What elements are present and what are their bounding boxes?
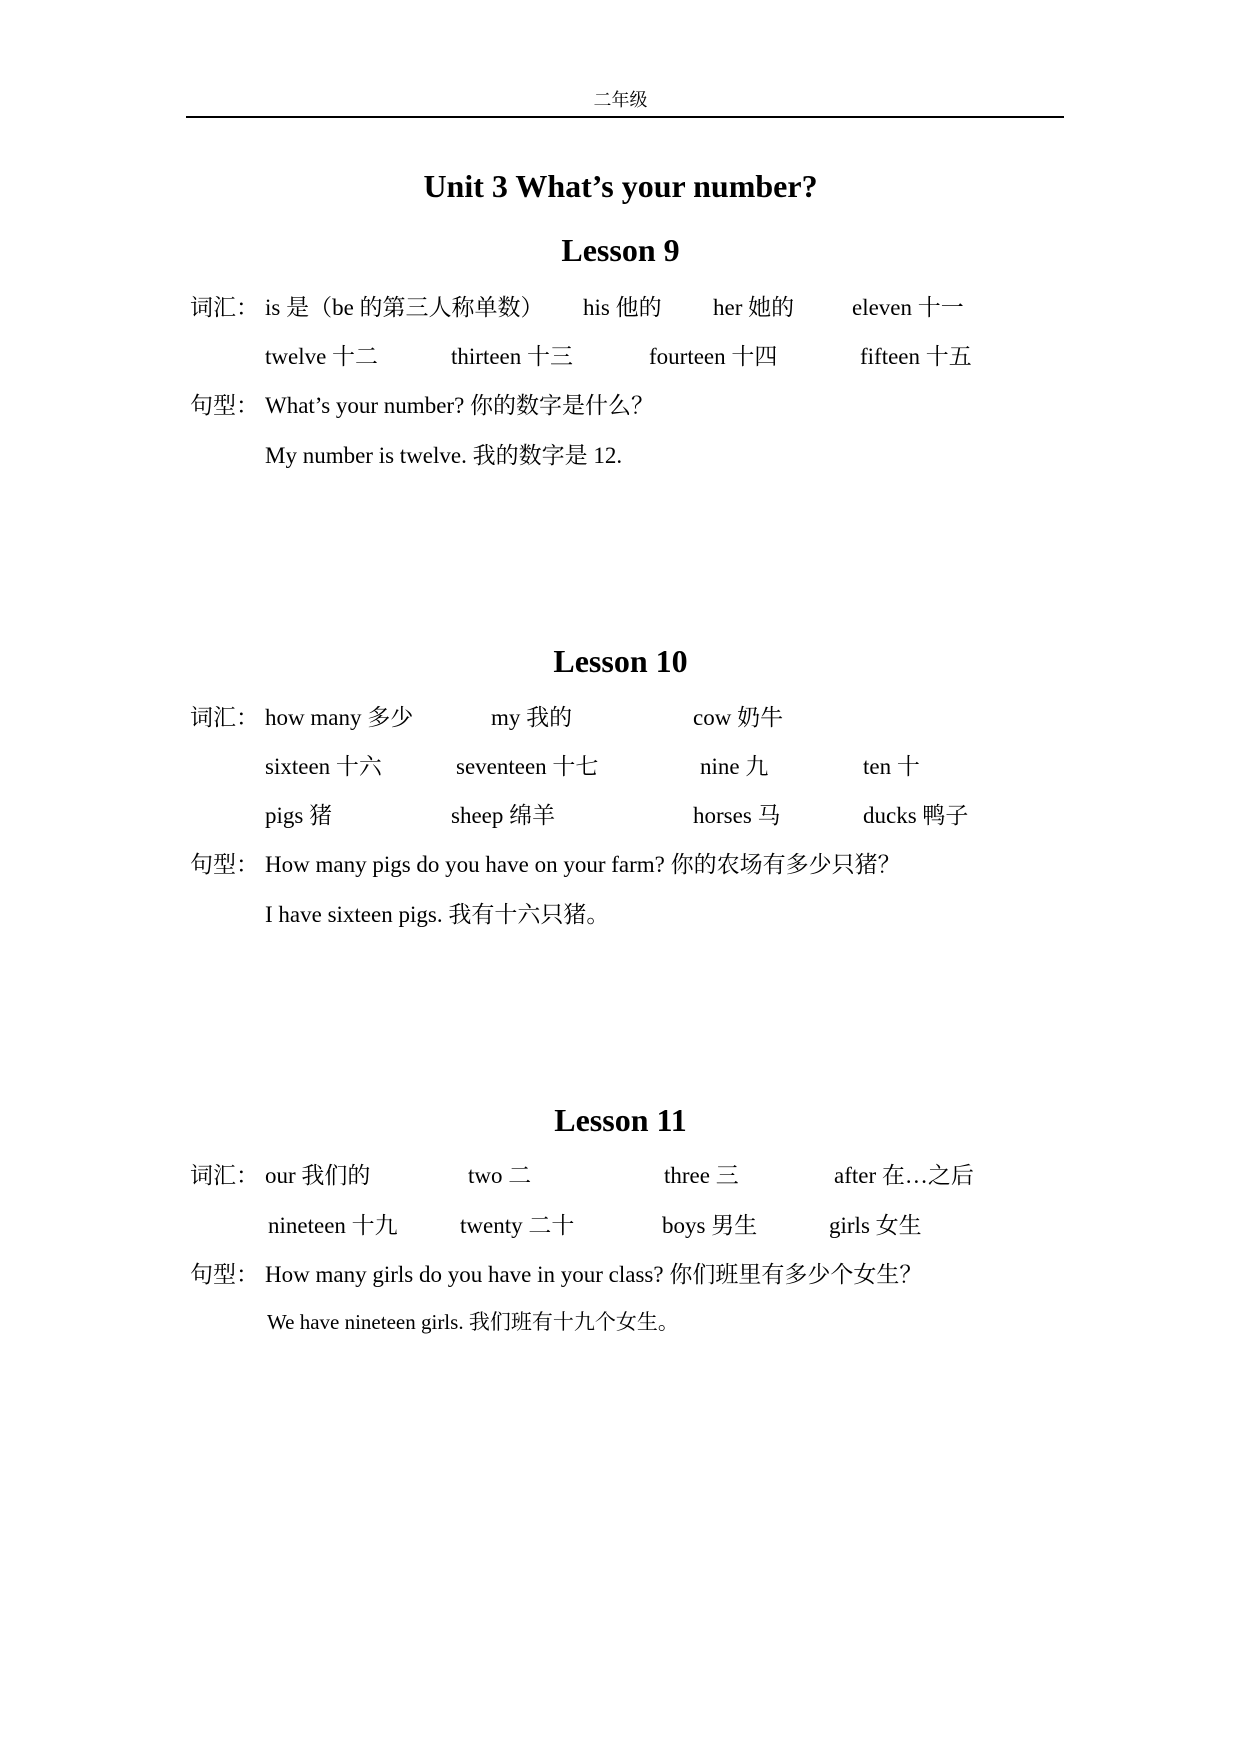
pattern-label: 句型： (190, 393, 259, 418)
vocab-item: horses 马 (693, 803, 781, 828)
vocab-item: fourteen 十四 (649, 344, 778, 369)
pattern-label: 句型： (190, 1262, 259, 1287)
lesson-11-title: Lesson 11 (554, 1102, 687, 1138)
vocab-item: girls 女生 (829, 1213, 922, 1238)
vocab-item: twelve 十二 (265, 344, 379, 369)
unit-title: Unit 3 What’s your number? (423, 168, 818, 204)
vocab-item: how many 多少 (265, 705, 414, 730)
vocab-item: my 我的 (491, 705, 573, 730)
vocab-item: nine 九 (700, 754, 769, 779)
lesson-10-title: Lesson 10 (553, 643, 688, 679)
vocab-item: cow 奶牛 (693, 705, 784, 730)
vocab-item: ten 十 (863, 754, 920, 779)
sentence: How many girls do you have in your class? 你们班里有多少个女生？ (265, 1262, 923, 1287)
header-rule (186, 116, 1064, 118)
vocab-item: thirteen 十三 (451, 344, 573, 369)
page-header: 二年级 (593, 90, 648, 111)
vocab-item: our 我们的 (265, 1163, 371, 1188)
vocab-item: sixteen 十六 (265, 754, 382, 779)
vocab-item: three 三 (664, 1163, 739, 1188)
vocab-item: her 她的 (713, 295, 795, 320)
sentence: What’s your number? 你的数字是什么？ (265, 393, 655, 418)
sentence: My number is twelve. 我的数字是 12. (265, 443, 623, 468)
vocab-item: twenty 二十 (460, 1213, 575, 1238)
vocab-item: boys 男生 (662, 1213, 758, 1238)
vocab-item: fifteen 十五 (860, 344, 972, 369)
vocab-item: seventeen 十七 (456, 754, 599, 779)
vocab-item: nineteen 十九 (268, 1213, 398, 1238)
sentence: I have sixteen pigs. 我有十六只猪。 (265, 902, 610, 927)
vocab-label: 词汇： (190, 295, 259, 320)
vocab-item: pigs 猪 (265, 803, 333, 828)
vocab-item: is 是（be 的第三人称单数） (265, 295, 544, 320)
pattern-label: 句型： (190, 852, 259, 877)
vocab-label: 词汇： (190, 705, 259, 730)
vocab-item: after 在…之后 (834, 1163, 974, 1188)
vocab-item: eleven 十一 (852, 295, 964, 320)
lesson-9-title: Lesson 9 (561, 232, 680, 268)
vocab-item: ducks 鸭子 (863, 803, 969, 828)
vocab-item: his 他的 (583, 295, 662, 320)
vocab-item: sheep 绵羊 (451, 803, 556, 828)
sentence: How many pigs do you have on your farm? 你的农场有多少只猪？ (265, 852, 901, 877)
vocab-label: 词汇： (190, 1163, 259, 1188)
sentence: We have nineteen girls. 我们班有十九个女生。 (267, 1310, 679, 1334)
vocab-item: two 二 (468, 1163, 532, 1188)
